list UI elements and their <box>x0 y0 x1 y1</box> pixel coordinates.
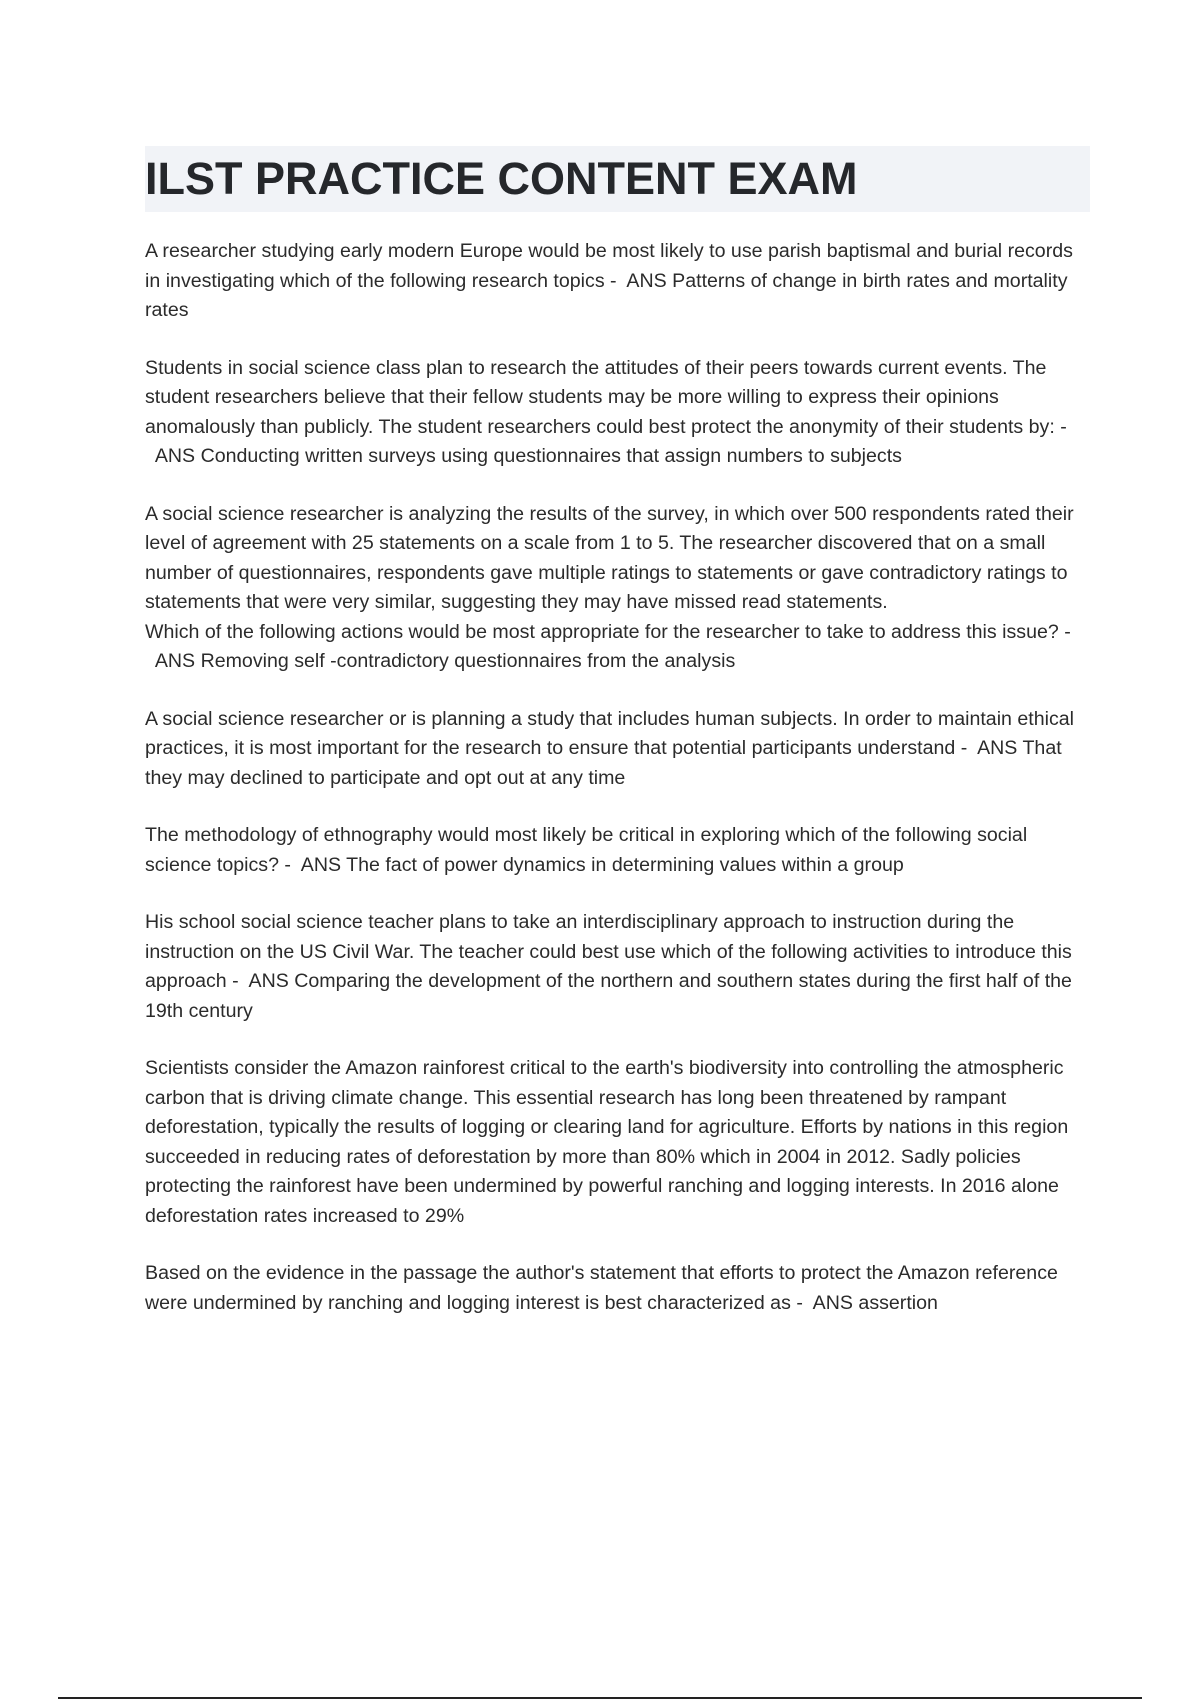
answer-marker: ANS <box>154 650 196 672</box>
qa-item-6 <box>145 908 1090 1026</box>
answer-marker: ANS <box>154 445 196 467</box>
question-text: A researcher studying early modern Europe would be most likely to use parish baptismal and burial records in investigating which of the following research topics - <box>145 240 1073 292</box>
passage-text: Scientists consider the Amazon rainforest critical to the earth's biodiversity into controlling the atmospheric carbon that is driving climate change. This essential research has long been threatened by rampant deforestation, typically the results of logging or clearing land for agriculture. Efforts by nations in this region succeeded in reducing rates of deforestation by more than 80% which in 2004 in 2012. Sadly policies protecting the rainforest have been undermined by powerful ranching and logging interests. In 2016 alone deforestation rates increased to 29% <box>145 1057 1069 1227</box>
answer-marker: ANS <box>248 970 289 992</box>
document-body <box>145 237 1090 1346</box>
answer-marker: ANS <box>812 1291 853 1314</box>
question-text: A social science researcher is analyzing the results of the survey, in which over 500 respondents rated their level of agreement with 25 statements on a scale from 1 to 5. The researcher discovered that on a small number of questionnaires, respondents gave multiple ratings to statements or gave contradictory ratings to statements that were very similar, suggesting they may have missed read statements. <box>145 502 1074 613</box>
question-text-continued: Which of the following actions would be most appropriate for the researcher to take to address this issue? - <box>145 620 1071 643</box>
question-text: His school social science teacher plans to take an interdisciplinary approach to instruction during the instruction on the US Civil War. The teacher could best use which of the following activities to introduce this approach - <box>145 911 1072 992</box>
question-text: The methodology of ethnography would most likely be critical in exploring which of the following social science topics? - <box>145 824 1028 876</box>
question-text: Based on the evidence in the passage the author's statement that efforts to protect the Amazon reference were undermined by ranching and logging interest is best characterized as - <box>145 1262 1058 1314</box>
qa-item-1 <box>145 237 1090 326</box>
answer-marker: ANS <box>977 737 1018 759</box>
answer-text: Conducting written surveys using questionnaires that assign numbers to subjects <box>200 445 902 467</box>
answer-text: The fact of power dynamics in determining values within a group <box>346 853 904 876</box>
answer-text: That they may declined to participate and opt out at any time <box>145 737 1062 789</box>
qa-item-4 <box>145 705 1090 794</box>
answer-text: assertion <box>858 1291 938 1314</box>
qa-item-5 <box>145 821 1090 880</box>
answer-text: Patterns of change in birth rates and mortality rates <box>145 269 1068 321</box>
answer-marker: ANS <box>300 853 342 876</box>
answer-text: Removing self -contradictory questionnaires from the analysis <box>200 650 736 672</box>
answer-marker: ANS <box>626 269 667 292</box>
page-title: ILST PRACTICE CONTENT EXAM <box>145 153 858 204</box>
question-text: Students in social science class plan to research the attitudes of their peers towards current events. The student researchers believe that their fellow students may be more willing to express their opinions anomalously than publicly. The student researchers could best protect the anonymity of their students by: - <box>145 356 1067 438</box>
footer-divider <box>58 1697 1142 1699</box>
qa-item-7 <box>145 1259 1090 1318</box>
question-text: A social science researcher or is planning a study that includes human subjects. In order to maintain ethical practices, it is most important for the research to ensure that potential participants understand - <box>145 707 1075 759</box>
qa-item-2 <box>145 354 1090 472</box>
passage <box>145 1054 1090 1231</box>
title-band <box>145 146 1090 212</box>
answer-text: Comparing the development of the northern and southern states during the first half of the 19th century <box>145 970 1072 1022</box>
qa-item-3 <box>145 500 1090 677</box>
